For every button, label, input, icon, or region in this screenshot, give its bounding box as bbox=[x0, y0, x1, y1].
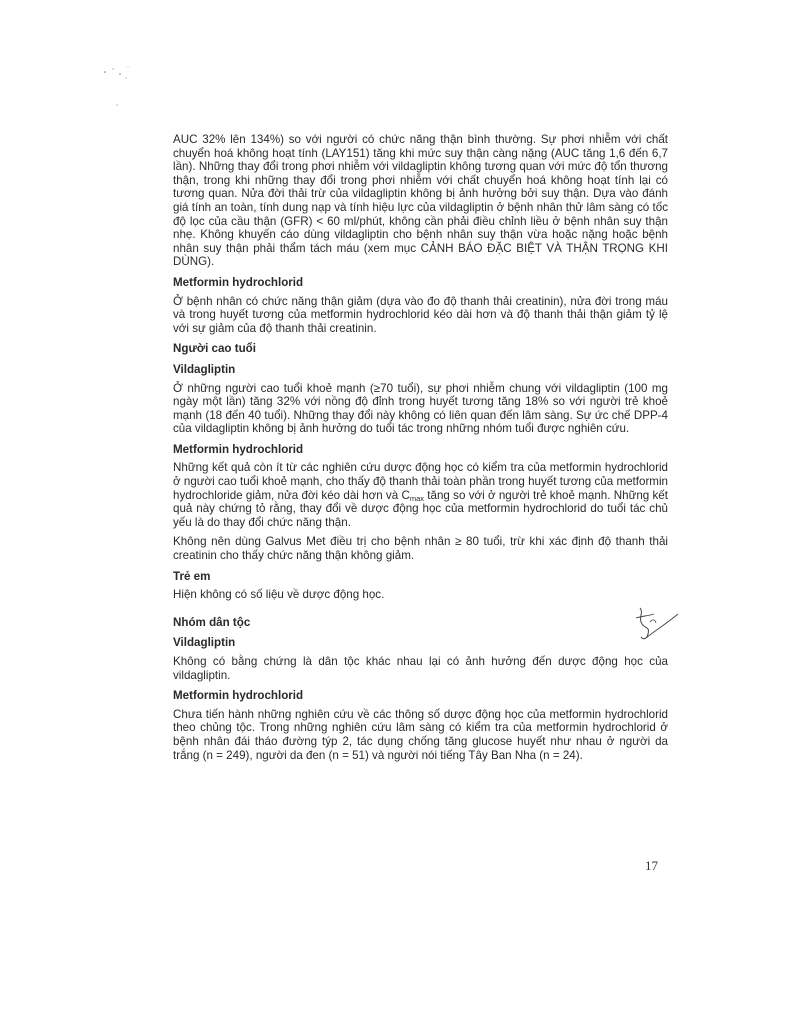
paragraph bbox=[173, 133, 668, 269]
signature-icon bbox=[632, 604, 682, 644]
section-heading: Nhóm dân tộc bbox=[173, 615, 251, 629]
paragraph bbox=[173, 295, 668, 336]
paragraph-text: Không có bằng chứng là dân tộc khác nhau lại có ảnh hưởng đến dược động học của vildagliptin. bbox=[173, 655, 668, 682]
paragraph-text: Không nên dùng Galvus Met điều trị cho bệnh nhân ≥ 80 tuổi, trừ khi xác định độ thanh thải creatinin cho thấy chức năng thận không giảm. bbox=[173, 535, 668, 563]
paragraph-text: Chưa tiến hành những nghiên cứu về các thông số dược động học của metformin hydrochlorid theo chủng tộc. Trong những nghiên cứu lâm sàng có kiểm tra của metformin hydrochlorid ở bệnh nhân đái tháo đường týp 2, tác dụng chống tăng glucose huyết như nhau ở người da trắng (n = 249), người da đen (n = 51) và người nói tiếng Tây Ban Nha (n = 24). bbox=[173, 707, 668, 762]
paragraph bbox=[173, 382, 668, 436]
paragraph bbox=[173, 461, 668, 529]
paragraph-text: AUC 32% lên 134%) so với người có chức năng thận bình thường. Sự phơi nhiễm với chất chuyển hoá không hoạt tính (LAY151) tăng khi mức suy thận càng nặng (AUC tăng 1,6 đến 6,7 lần). Những thay đổi trong phơi nhiễm với vildagliptin không tương quan với mức độ tổn thương thận, trong khi những thay đổi trong phơi nhiễm với chất chuyển hoá không hoạt tính lại có tương quan. Nửa đời thải trừ của vildagliptin không bị ảnh hưởng bởi suy thận. Dựa vào đánh giá tính an toàn, tính dung nạp và tính hiệu lực của vildagliptin ở bệnh nhân thử lâm sàng có tốc độ lọc của cầu thận (GFR) < 60 ml/phút, không cần phải điều chỉnh liều ở bệnh nhân suy thận nhẹ. Không khuyến cáo dùng vildagliptin cho bệnh nhân suy thận vừa hoặc nặng hoặc bệnh nhân suy thận phải thẩm tách máu (xem mục CẢNH BÁO ĐẶC BIỆT VÀ THẬN TRỌNG KHI DÙNG). bbox=[173, 133, 668, 269]
paragraph bbox=[173, 708, 668, 762]
paragraph-text: Hiện không có số liệu về dược động học. bbox=[173, 588, 385, 602]
paragraph-text: Ở bệnh nhân có chức năng thận giảm (dựa vào đo độ thanh thải creatinin), nửa đời trong máu và trong huyết tương của metformin hydrochlorid kéo dài hơn và độ thanh thải thận giảm tỷ lệ với sự giảm của độ thanh thải creatinin. bbox=[173, 294, 668, 335]
section-heading: Metformin hydrochlorid bbox=[173, 689, 304, 703]
section-heading: Người cao tuổi bbox=[173, 342, 256, 356]
section-heading: Vildagliptin bbox=[173, 362, 236, 376]
paragraph-text: Những kết quả còn ít từ các nghiên cứu dược động học có kiểm tra của metformin hydrochlorid ở người cao tuổi khoẻ mạnh, cho thấy độ thanh thải toàn phần trong huyết tương của metformin hydrochloride giảm, nửa đời kéo dài hơn và C bbox=[173, 461, 668, 502]
section-heading: Trẻ em bbox=[173, 569, 211, 583]
document-body bbox=[173, 133, 668, 768]
section-heading: Metformin hydrochlorid bbox=[173, 442, 304, 456]
paragraph bbox=[173, 588, 668, 602]
scan-artifact-icon bbox=[95, 60, 135, 110]
paragraph-text: tăng so với ở người trẻ khoẻ mạnh. Những kết quả này chứng tỏ rằng, thay đổi về dược động học của metformin hydrochlorid do tuổi tác chủ yếu là do thay đổi chức năng thận. bbox=[173, 488, 668, 529]
page-number: 17 bbox=[645, 858, 658, 873]
paragraph-text: Ở những người cao tuổi khoẻ mạnh (≥70 tuổi), sự phơi nhiễm chung với vildagliptin (100 mg ngày một lần) tăng 32% với nồng độ đỉnh trong huyết tương tăng 18% so với người trẻ khoẻ mạnh (18 đến 40 tuổi). Những thay đổi này không có liên quan đến lâm sàng. Sự ức chế DPP-4 của vildagliptin không bị ảnh hưởng do tuổi tác trong những nhóm tuổi được nghiên cứu. bbox=[173, 381, 668, 436]
paragraph bbox=[173, 535, 668, 562]
paragraph bbox=[173, 655, 668, 682]
subscript-text: max bbox=[409, 493, 425, 503]
section-heading: Vildagliptin bbox=[173, 636, 236, 650]
section-heading: Metformin hydrochlorid bbox=[173, 275, 304, 289]
